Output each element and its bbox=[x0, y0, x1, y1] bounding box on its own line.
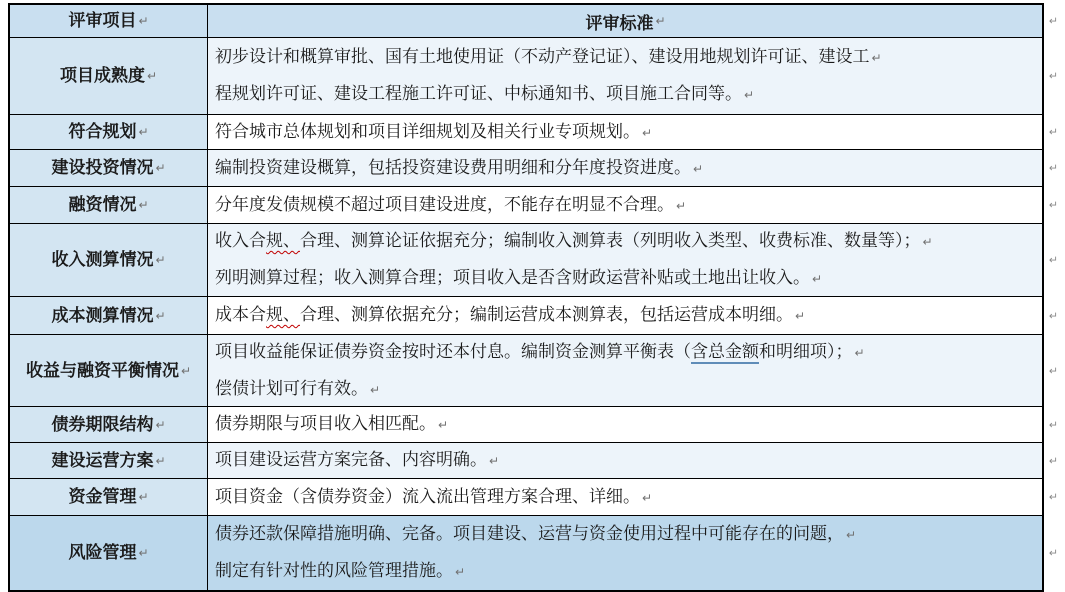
standard-text-line bbox=[215, 39, 1036, 76]
paragraph-mark: ↵ bbox=[155, 453, 166, 468]
end-of-row-mark: ↵ bbox=[1048, 418, 1058, 431]
paragraph-mark: ↵ bbox=[642, 125, 653, 140]
review-item-cell[interactable] bbox=[10, 335, 208, 406]
review-standard-cell[interactable] bbox=[208, 297, 1042, 334]
standard-text-line bbox=[215, 150, 1036, 187]
text-segment: 项目建设运营方案完备、内容明确。 bbox=[215, 450, 487, 469]
review-item-cell[interactable] bbox=[10, 150, 208, 186]
paragraph-mark: ↵ bbox=[812, 272, 823, 286]
paragraph-mark: ↵ bbox=[138, 14, 149, 28]
paragraph-mark: ↵ bbox=[693, 161, 704, 176]
text-segment: 符合城市总体规划和项目详细规划及相关行业专项规划。 bbox=[215, 121, 640, 141]
paragraph-mark: ↵ bbox=[138, 490, 149, 504]
end-of-row-mark: ↵ bbox=[1048, 454, 1058, 467]
standard-text-line bbox=[215, 76, 1036, 113]
review-standard-cell[interactable] bbox=[208, 224, 1042, 296]
review-item-cell[interactable] bbox=[10, 187, 208, 223]
review-item-label: 收入测算情况 bbox=[51, 250, 154, 269]
review-standard-cell[interactable] bbox=[208, 335, 1042, 406]
text-segment: 编制投资建设概算，包括投资建设费用明细和分年度投资进度。 bbox=[215, 157, 691, 177]
end-of-row-mark: ↵ bbox=[1048, 14, 1058, 28]
standard-text-line bbox=[215, 442, 1036, 479]
paragraph-mark: ↵ bbox=[676, 198, 687, 213]
table-row bbox=[10, 224, 1058, 297]
paragraph-mark: ↵ bbox=[146, 69, 158, 83]
paragraph-mark: ↵ bbox=[642, 490, 653, 505]
table-row bbox=[10, 335, 1058, 407]
review-item-label: 建设投资情况 bbox=[51, 158, 154, 177]
standard-text-line bbox=[215, 223, 1036, 260]
review-table bbox=[8, 3, 1058, 592]
paragraph-mark: ↵ bbox=[155, 308, 166, 323]
standard-text-line bbox=[215, 406, 1036, 443]
review-item-cell[interactable] bbox=[10, 297, 208, 334]
review-standard-cell[interactable] bbox=[208, 443, 1042, 478]
paragraph-mark: ↵ bbox=[438, 418, 449, 432]
paragraph-mark: ↵ bbox=[138, 125, 149, 139]
paragraph-mark: ↵ bbox=[155, 161, 166, 175]
text-segment: 列明测算过程；收入测算合理；项目收入是否含财政运营补贴或土地出让收入。 bbox=[215, 268, 810, 287]
review-item-label: 资金管理 bbox=[68, 487, 137, 506]
review-item-cell[interactable] bbox=[10, 407, 208, 442]
paragraph-mark: ↵ bbox=[138, 198, 149, 212]
paragraph-mark: ↵ bbox=[455, 565, 466, 579]
paragraph-mark: ↵ bbox=[854, 345, 865, 360]
review-standard-cell[interactable] bbox=[208, 115, 1042, 149]
paragraph-mark: ↵ bbox=[155, 417, 166, 432]
review-item-cell[interactable] bbox=[10, 443, 208, 478]
standard-text-line bbox=[215, 516, 1036, 553]
review-item-cell[interactable] bbox=[10, 115, 208, 149]
header-item-label: 评审项目 bbox=[68, 11, 137, 30]
review-item-label: 建设运营方案 bbox=[51, 450, 154, 470]
paragraph-mark: ↵ bbox=[744, 88, 755, 102]
standard-text-line bbox=[215, 371, 1036, 408]
review-standard-cell[interactable] bbox=[208, 516, 1042, 590]
review-item-label: 风险管理 bbox=[68, 543, 137, 562]
review-standard-cell[interactable] bbox=[208, 407, 1042, 442]
text-segment: 和明细项）； bbox=[759, 341, 853, 361]
standard-text-line bbox=[215, 553, 1036, 590]
table-row bbox=[10, 150, 1058, 187]
table-row bbox=[10, 38, 1058, 115]
standard-text-line bbox=[215, 297, 1036, 334]
standard-text-line bbox=[215, 114, 1036, 151]
review-item-cell[interactable] bbox=[10, 516, 208, 590]
table-row bbox=[10, 479, 1058, 516]
end-of-row-mark: ↵ bbox=[1048, 125, 1058, 139]
review-item-label: 符合规划 bbox=[68, 122, 137, 141]
paragraph-mark: ↵ bbox=[180, 363, 192, 378]
review-standard-cell[interactable] bbox=[208, 38, 1042, 114]
table-row bbox=[10, 407, 1058, 443]
standard-text-line bbox=[215, 260, 1036, 297]
paragraph-mark: ↵ bbox=[922, 235, 933, 249]
text-segment: 规、 bbox=[266, 231, 300, 250]
table-row bbox=[10, 443, 1058, 479]
text-segment: 含总金额 bbox=[691, 341, 759, 361]
review-item-label: 债券期限结构 bbox=[51, 414, 154, 434]
standard-text-line bbox=[215, 479, 1036, 516]
text-segment: 初步设计和概算审批、国有土地使用证（不动产登记证）、建设用地规划许可证、建设工 bbox=[215, 47, 870, 66]
review-standard-cell[interactable] bbox=[208, 150, 1042, 186]
review-item-cell[interactable] bbox=[10, 224, 208, 296]
review-item-cell[interactable] bbox=[10, 479, 208, 515]
paragraph-mark: ↵ bbox=[795, 309, 806, 323]
header-cell-review-item[interactable] bbox=[10, 5, 208, 37]
end-of-row-mark: ↵ bbox=[1048, 490, 1058, 504]
standard-text-line bbox=[215, 187, 1036, 224]
text-segment: 合理、测算论证依据充分；编制收入测算表（列明收入类型、收费标准、数量等）； bbox=[300, 231, 921, 250]
header-standard-label: 评审标准 bbox=[585, 13, 654, 33]
end-of-row-mark: ↵ bbox=[1048, 69, 1058, 83]
paragraph-mark: ↵ bbox=[489, 454, 500, 468]
text-segment: 合理、测算依据充分；编制运营成本测算表，包括运营成本明细。 bbox=[300, 305, 793, 324]
review-item-label: 融资情况 bbox=[68, 195, 137, 214]
paragraph-mark: ↵ bbox=[370, 382, 381, 397]
paragraph-mark: ↵ bbox=[155, 253, 166, 267]
end-of-row-mark: ↵ bbox=[1048, 364, 1058, 377]
text-segment: 制定有针对性的风险管理措施。 bbox=[215, 561, 453, 580]
text-segment: 收入合 bbox=[215, 231, 266, 250]
end-of-row-mark: ↵ bbox=[1048, 161, 1058, 175]
end-of-row-mark: ↵ bbox=[1048, 309, 1058, 322]
paragraph-mark: ↵ bbox=[138, 546, 149, 560]
standard-text-line bbox=[215, 334, 1036, 371]
table-header-row bbox=[10, 5, 1058, 38]
text-segment: 分年度发债规模不超过项目建设进度，不能存在明显不合理。 bbox=[215, 194, 674, 214]
text-segment: 程规划许可证、建设工程施工许可证、中标通知书、项目施工合同等。 bbox=[215, 84, 742, 103]
review-standard-cell[interactable] bbox=[208, 187, 1042, 223]
table-row bbox=[10, 297, 1058, 335]
text-segment: 项目资金（含债券资金）流入流出管理方案合理、详细。 bbox=[215, 486, 640, 506]
end-of-row-mark: ↵ bbox=[1048, 198, 1058, 212]
paragraph-mark: ↵ bbox=[846, 528, 857, 542]
text-segment: 成本合 bbox=[215, 305, 266, 324]
text-segment: 项目收益能保证债券资金按时还本付息。编制资金测算平衡表（ bbox=[215, 341, 691, 361]
end-of-row-mark: ↵ bbox=[1048, 253, 1058, 267]
header-cell-review-standard[interactable] bbox=[208, 5, 1042, 37]
paragraph-mark: ↵ bbox=[655, 14, 666, 28]
table-row bbox=[10, 115, 1058, 150]
paragraph-mark: ↵ bbox=[871, 51, 882, 65]
end-of-row-mark: ↵ bbox=[1048, 546, 1058, 560]
text-segment: 规、 bbox=[266, 305, 300, 324]
text-segment: 债券期限与项目收入相匹配。 bbox=[215, 414, 436, 433]
text-segment: 偿债计划可行有效。 bbox=[215, 378, 368, 398]
review-item-label: 项目成熟度 bbox=[59, 66, 145, 85]
review-standard-cell[interactable] bbox=[208, 479, 1042, 515]
table-row bbox=[10, 187, 1058, 224]
review-item-label: 成本测算情况 bbox=[51, 305, 154, 325]
review-item-label: 收益与融资平衡情况 bbox=[25, 360, 179, 380]
review-item-cell[interactable] bbox=[10, 38, 208, 114]
table-row bbox=[10, 516, 1058, 590]
text-segment: 债券还款保障措施明确、完备。项目建设、运营与资金使用过程中可能存在的问题， bbox=[215, 524, 844, 543]
